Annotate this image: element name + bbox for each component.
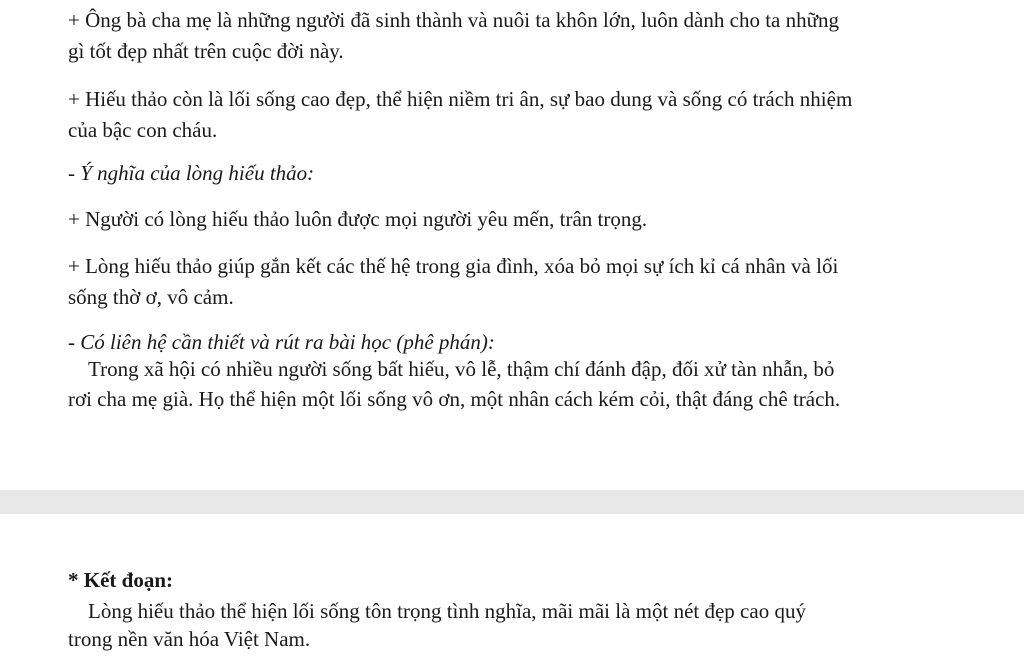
paragraph-line: + Hiếu thảo còn là lối sống cao đẹp, thể hiện niềm tri ân, sự bao dung và sống có trách nhiệm <box>68 87 853 111</box>
paragraph-line: + Người có lòng hiếu thảo luôn được mọi người yêu mến, trân trọng. <box>68 207 648 231</box>
page-separator <box>0 490 1024 514</box>
conclusion-heading: * Kết đoạn: <box>68 568 173 592</box>
paragraph-line: Lòng hiếu thảo thể hiện lối sống tôn trọng tình nghĩa, mãi mãi là một nét đẹp cao quý <box>88 599 806 623</box>
document-page-2 <box>0 514 1024 658</box>
paragraph-line: + Ông bà cha mẹ là những người đã sinh thành và nuôi ta khôn lớn, luôn dành cho ta những <box>68 8 839 32</box>
paragraph-line: của bậc con cháu. <box>68 118 218 142</box>
section-heading-meaning: - Ý nghĩa của lòng hiếu thảo: <box>68 161 315 185</box>
paragraph-line: + Lòng hiếu thảo giúp gắn kết các thế hệ trong gia đình, xóa bỏ mọi sự ích kỉ cá nhân và lối <box>68 254 839 278</box>
paragraph-line: trong nền văn hóa Việt Nam. <box>68 627 311 651</box>
paragraph-line: rơi cha mẹ già. Họ thể hiện một lối sống vô ơn, một nhân cách kém cỏi, thật đáng chê trách. <box>68 387 841 411</box>
paragraph-line: Trong xã hội có nhiều người sống bất hiếu, vô lễ, thậm chí đánh đập, đối xử tàn nhẫn, bỏ <box>88 357 835 381</box>
section-heading-lesson: - Có liên hệ cần thiết và rút ra bài học (phê phán): <box>68 330 495 354</box>
paragraph-line: sống thờ ơ, vô cảm. <box>68 285 234 309</box>
paragraph-line: gì tốt đẹp nhất trên cuộc đời này. <box>68 39 344 63</box>
